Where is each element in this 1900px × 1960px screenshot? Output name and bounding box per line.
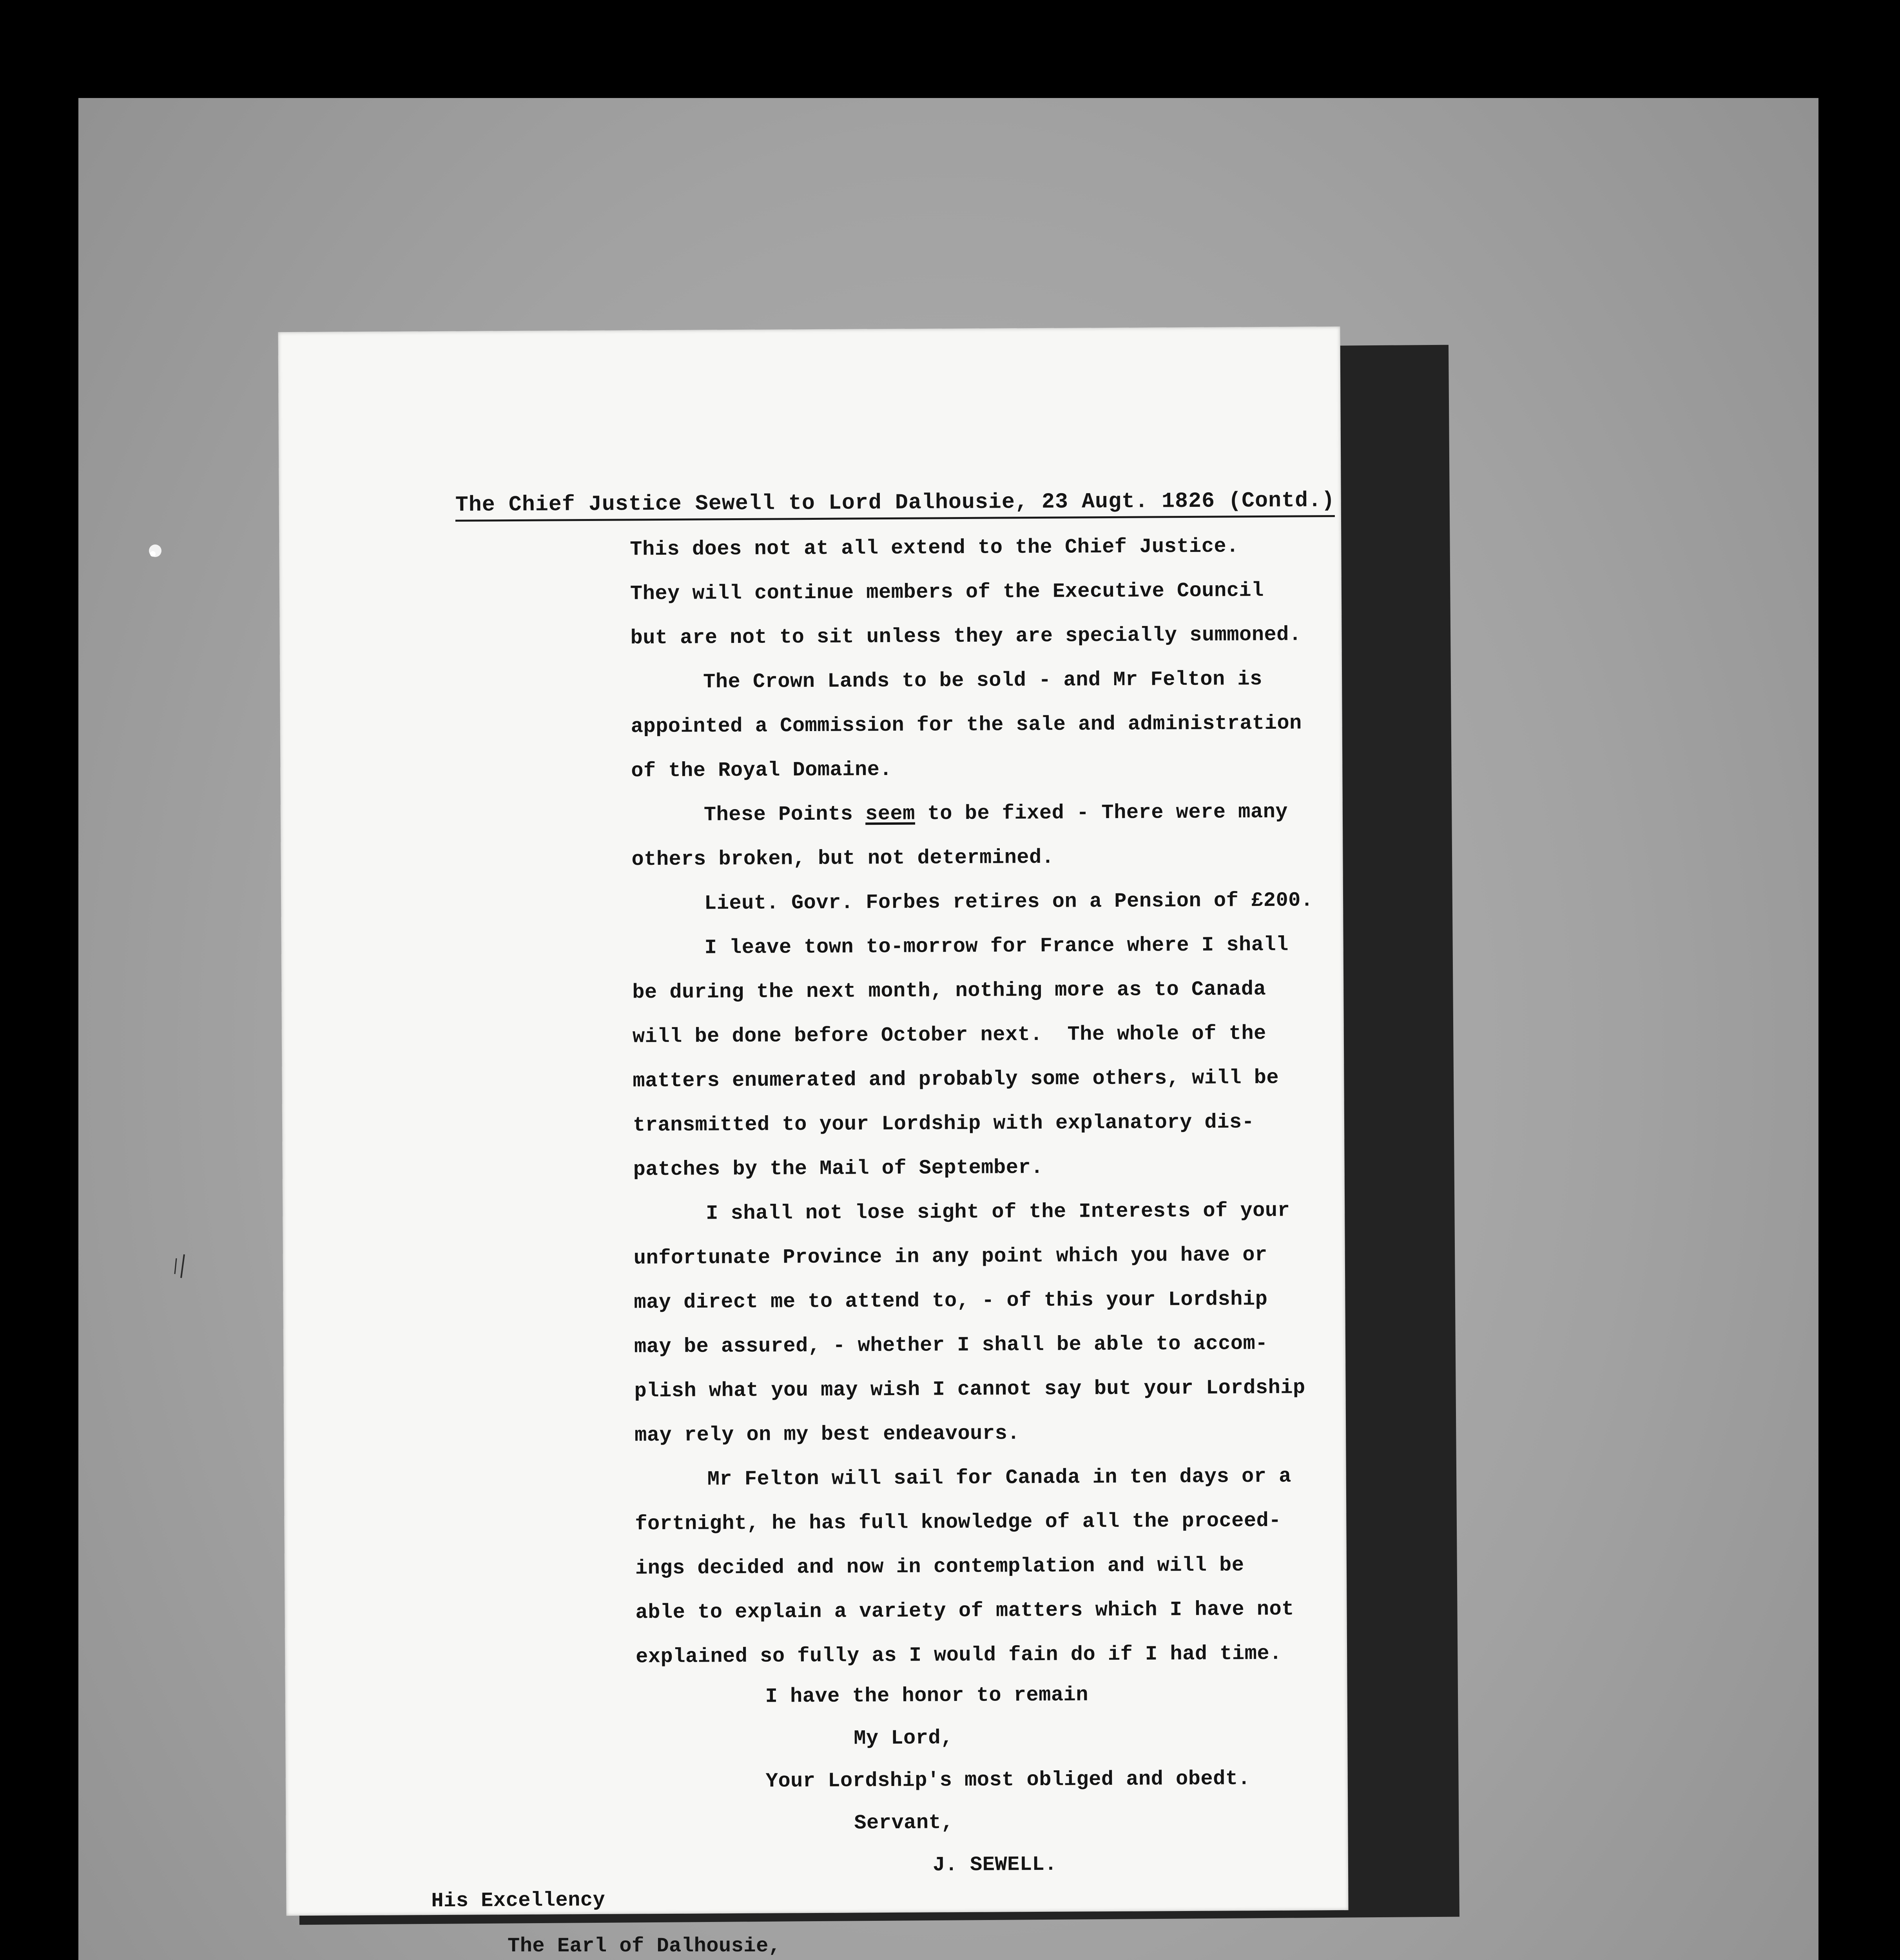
body-line: unfortunate Province in any point which you have or (633, 1243, 1267, 1270)
body-line: Mr Felton will sail for Canada in ten days or a (707, 1465, 1292, 1491)
body-line: I leave town to-morrow for France where I shall (704, 933, 1289, 960)
body-line: appointed a Commission for the sale and administration (631, 711, 1302, 739)
letter-header: The Chief Justice Sewell to Lord Dalhousie, 23 Augt. 1826 (Contd.) (455, 488, 1335, 522)
body-line: The Crown Lands to be sold - and Mr Felton is (703, 667, 1263, 694)
body-line: transmitted to your Lordship with explanatory dis- (633, 1111, 1255, 1137)
body-line: fortnight, he has full knowledge of all the proceed- (635, 1509, 1282, 1536)
body-line: Lieut. Govr. Forbes retires on a Pension of £200. (704, 889, 1313, 915)
body-line: matters enumerated and probably some others, will be (633, 1066, 1279, 1093)
body-line: patches by the Mail of September. (633, 1156, 1044, 1181)
closing-line: Your Lordship's most obliged and obedt. (765, 1767, 1251, 1793)
closing-line: My Lord, (854, 1726, 954, 1750)
body-line: explained so fully as I would fain do if I had time. (635, 1642, 1282, 1669)
closing-line: Servant, (854, 1811, 954, 1835)
address-line: The Earl of Dalhousie, (508, 1935, 781, 1958)
body-line: may direct me to attend to, - of this your Lordship (634, 1287, 1268, 1314)
body-line: They will continue members of the Executive Council (630, 579, 1264, 606)
closing-line: I have the honor to remain (765, 1683, 1089, 1708)
body-line: may be assured, - whether I shall be able to accom- (634, 1332, 1268, 1359)
body-line: will be done before October next. The whole of the (632, 1022, 1266, 1049)
address-overflow (78, 98, 1818, 1960)
body-line: This does not at all extend to the Chief Justice. (630, 535, 1239, 561)
body-line: but are not to sit unless they are specially summoned. (630, 623, 1302, 650)
microfilm-frame (78, 98, 1818, 1960)
body-line: be during the next month, nothing more as to Canada (632, 977, 1266, 1004)
body-line: ings decided and now in contemplation and will be (635, 1553, 1244, 1580)
body-line: plish what you may wish I cannot say but your Lordship (634, 1376, 1305, 1403)
body-line: I shall not lose sight of the Interests of your (706, 1199, 1290, 1225)
body-line: of the Royal Domaine. (631, 758, 892, 783)
address-line: His Excellency (431, 1888, 606, 1913)
text-run: These Points (703, 802, 866, 827)
body-line: able to explain a variety of matters which I have not (635, 1597, 1294, 1624)
body-line: may rely on my best endeavours. (635, 1422, 1020, 1447)
text-run: to be fixed - There were many (915, 800, 1288, 826)
body-line: others broken, but not determined. (631, 846, 1054, 871)
signature: J. SEWELL. (932, 1853, 1057, 1877)
underlined-word: seem (865, 802, 916, 826)
